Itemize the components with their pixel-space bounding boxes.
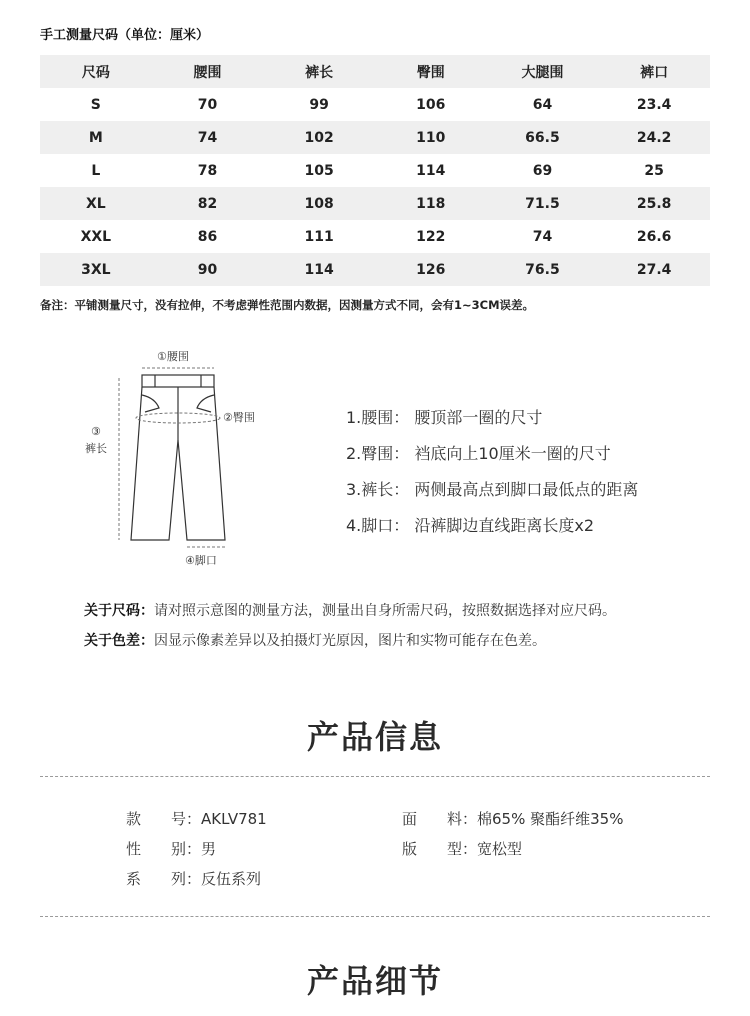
fit (402, 838, 522, 859)
waist-label: ①腰围 (157, 350, 189, 363)
table-cell: M (88, 129, 103, 146)
gender-label: 性 别： (126, 840, 202, 858)
table-row (40, 220, 710, 253)
table-cell: 25 (644, 162, 664, 179)
length-number: ③ (91, 425, 101, 438)
table-cell: 24.2 (636, 129, 672, 146)
style-number (126, 808, 267, 829)
table-cell: 111 (304, 228, 334, 245)
fabric-label: 面 料： (402, 810, 478, 828)
table-cell: 108 (304, 195, 334, 212)
table-cell: 110 (416, 129, 446, 146)
style-number-value: AKLV781 (201, 810, 267, 828)
table-cell: 106 (416, 96, 446, 113)
table-cell: 86 (197, 228, 218, 245)
table-row (40, 187, 710, 220)
series-value: 反伍系列 (201, 870, 262, 888)
table-cell: 66.5 (525, 129, 560, 146)
table-cell: XXL (80, 228, 112, 245)
hem-label: ④脚口 (185, 554, 217, 567)
table-cell: 25.8 (636, 195, 672, 212)
table-cell: 78 (197, 162, 218, 179)
table-cell: 3XL (81, 261, 111, 278)
legend-item-waist: 1.腰围： 腰顶部一圈的尺寸 (346, 408, 543, 427)
table-cell: 90 (197, 261, 218, 278)
table-row (40, 154, 710, 187)
about-color-text: 因显示像素差异以及拍摄灯光原因，图片和实物可能存在色差。 (154, 633, 546, 649)
table-cell: 126 (416, 261, 446, 278)
table-cell: 27.4 (636, 261, 672, 278)
table-cell: 114 (304, 261, 334, 278)
about-size-label: 关于尺码： (84, 603, 154, 619)
table-cell: 102 (304, 129, 334, 146)
table-header-row (40, 55, 710, 88)
fabric (402, 808, 623, 829)
table-cell: 26.6 (636, 228, 672, 245)
column-header: 大腿围 (521, 64, 564, 81)
table-cell: 74 (532, 228, 553, 245)
pants-diagram (75, 340, 275, 570)
table-cell: 74 (197, 129, 218, 146)
table-cell: 23.4 (636, 96, 672, 113)
fit-label: 版 型： (402, 840, 478, 858)
pants-outline-icon (131, 375, 225, 540)
size-table (40, 55, 710, 286)
series-label: 系 列： (126, 870, 202, 888)
table-cell: 82 (197, 195, 218, 212)
table-cell: 69 (532, 162, 553, 179)
divider (40, 916, 710, 917)
hip-label: ②臀围 (223, 411, 255, 424)
product-detail-title: 产品细节 (306, 962, 443, 1000)
table-cell: 118 (416, 195, 446, 212)
about-size (84, 600, 616, 620)
column-header: 裤长 (305, 64, 334, 81)
table-cell: 64 (532, 96, 553, 113)
fabric-value: 棉65% 聚酯纤维35% (477, 810, 624, 828)
about-color-label: 关于色差： (84, 633, 154, 649)
column-header: 尺码 (81, 64, 110, 81)
length-label: 裤长 (85, 442, 107, 455)
table-cell: 114 (416, 162, 446, 179)
legend-item-hip: 2.臀围： 裆底向上10厘米一圈的尺寸 (346, 444, 611, 463)
divider (40, 776, 710, 777)
gender (126, 838, 216, 859)
fit-value: 宽松型 (477, 840, 523, 858)
legend-item-length: 3.裤长： 两侧最高点到脚口最低点的距离 (346, 480, 639, 499)
table-cell: S (90, 96, 101, 113)
about-color (84, 630, 546, 650)
gender-value: 男 (201, 840, 217, 858)
series (126, 868, 261, 889)
column-header: 裤口 (640, 64, 669, 81)
product-info-title: 产品信息 (306, 718, 443, 756)
column-header: 臀围 (416, 64, 445, 81)
size-note: 备注：平铺测量尺寸，没有拉伸，不考虑弹性范围内数据，因测量方式不同，会有1~3CM误差。 (40, 298, 535, 312)
table-row (40, 88, 710, 121)
table-cell: 122 (416, 228, 446, 245)
table-row (40, 253, 710, 286)
table-cell: 99 (309, 96, 329, 113)
table-cell: XL (85, 195, 106, 212)
table-cell: L (91, 162, 101, 179)
table-row (40, 121, 710, 154)
table-cell: 70 (197, 96, 218, 113)
table-cell: 71.5 (525, 195, 560, 212)
column-header: 腰围 (193, 64, 222, 81)
legend-item-hem: 4.脚口： 沿裤脚边直线距离长度x2 (346, 516, 595, 535)
about-size-text: 请对照示意图的测量方法，测量出自身所需尺码，按照数据选择对应尺码。 (154, 603, 616, 619)
table-cell: 105 (304, 162, 334, 179)
size-table-title: 手工测量尺码（单位：厘米） (40, 28, 210, 43)
style-number-label: 款 号： (126, 810, 202, 828)
table-cell: 76.5 (525, 261, 560, 278)
